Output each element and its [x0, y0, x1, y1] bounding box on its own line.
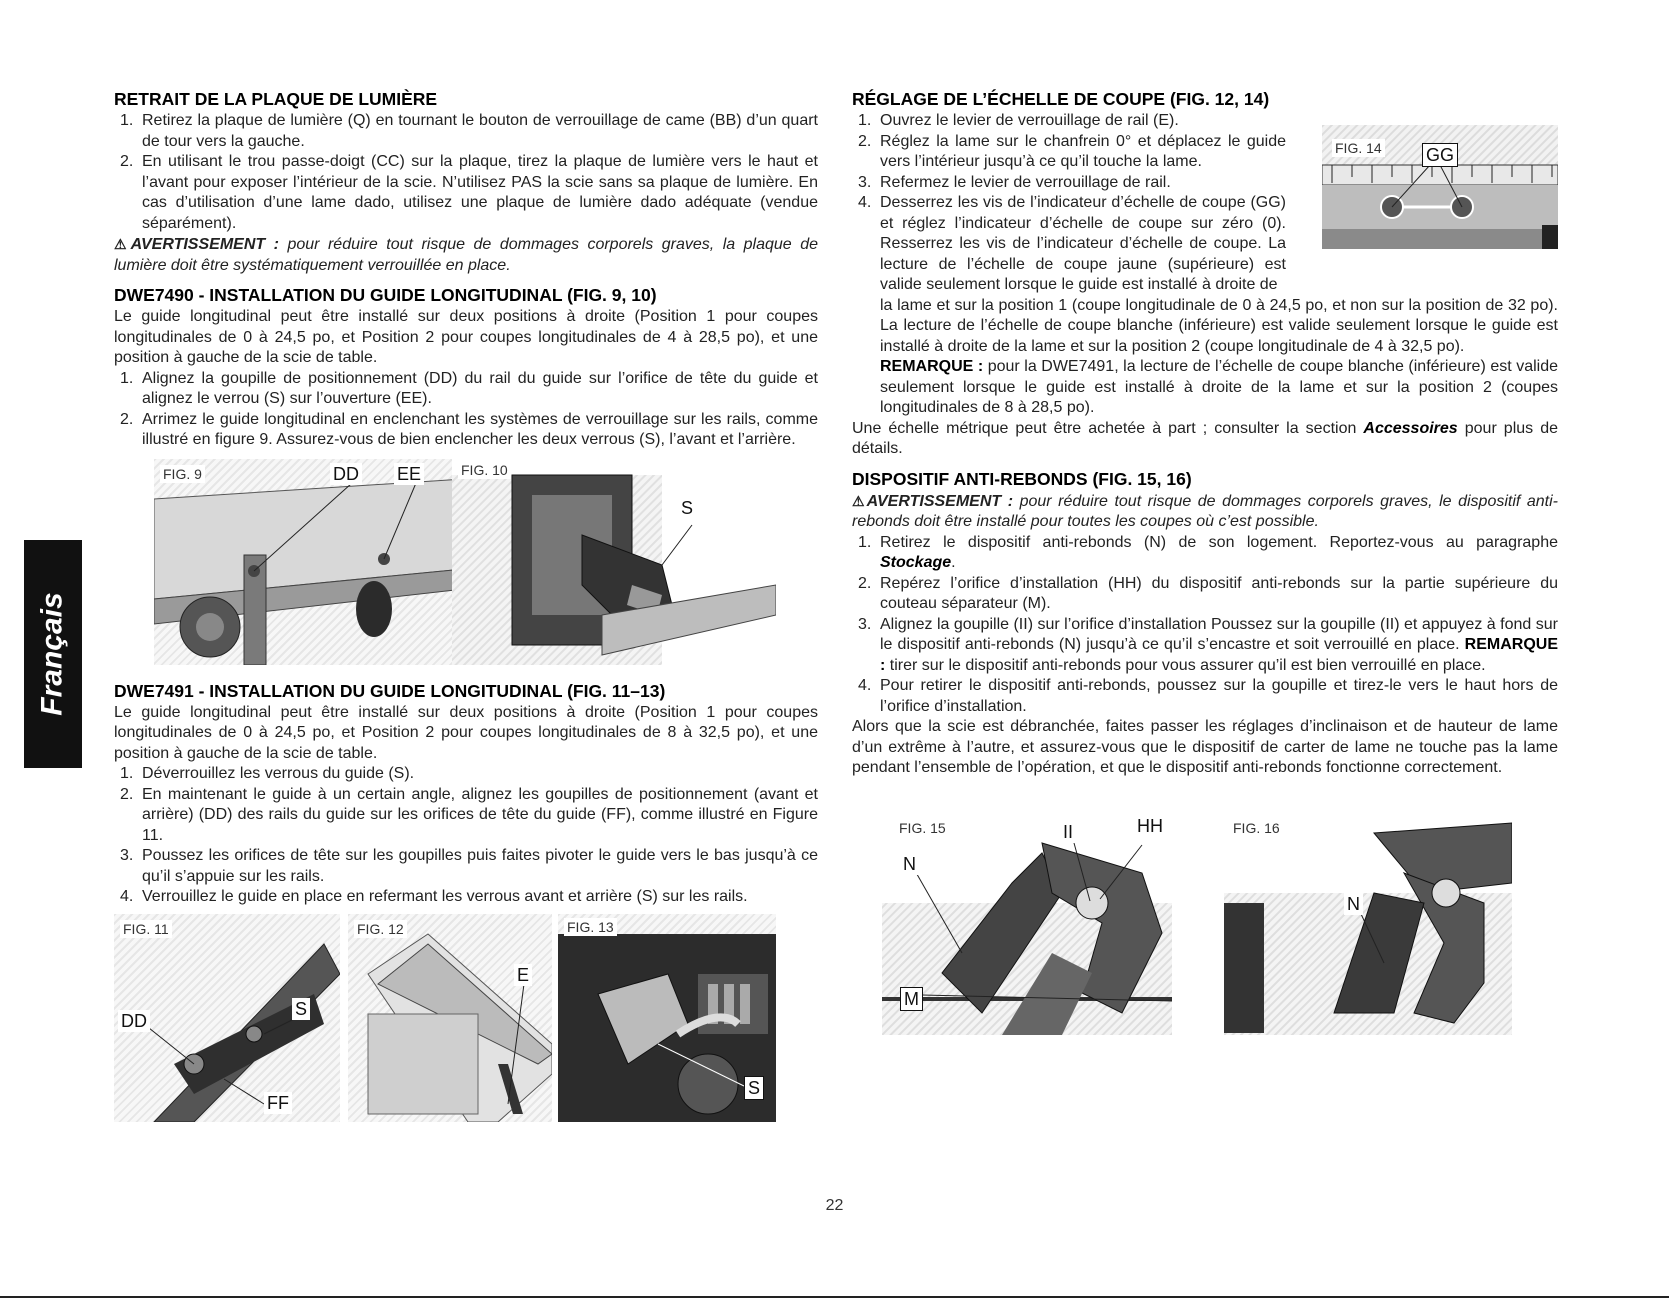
- language-tab-label: Français: [36, 592, 69, 716]
- anti-kickback-installed-illustration: [1224, 813, 1512, 1035]
- callout-gg: GG: [1422, 143, 1458, 167]
- intro-paragraph: Le guide longitudinal peut être installé sur deux positions à droite (Position 1 pour coupes longitudinales de 0 à 24,5 po, et Position 2 pour coupes longitudinales de 4 à 28,5 po), et une position à gauche de la scie de table.: [114, 308, 818, 366]
- step-list: [114, 111, 818, 234]
- figure-label: FIG. 12: [354, 920, 407, 938]
- figure-row-11-13: [114, 914, 818, 1124]
- warning-text: pour réduire tout risque de dommages corporels graves, la plaque de lumière doit être systématiquement verrouillée en place.: [114, 236, 818, 274]
- section-title: DWE7491 - INSTALLATION DU GUIDE LONGITUDINAL (FIG. 11–13): [114, 680, 666, 701]
- step-number: 1.: [120, 369, 134, 387]
- step-text: Desserrez les vis de l’indicateur d’échelle de coupe (GG) et réglez l’indicateur d’échelle de coupe sur zéro (0). Resserrez les vis de l’indicateur d’échelle de coupe. La lecture de l’échelle de coupe jaune (supérieure) est valide seulement lorsque le guide est installé à droite de: [880, 194, 1286, 293]
- figure-9: [154, 459, 464, 665]
- remark-paragraph: [852, 357, 1558, 419]
- remark-text: pour la DWE7491, la lecture de l’échelle de coupe blanche (inférieure) est valide seulement lorsque le guide est installé à droite de la lame et sur la position 2 (coupes longitudinales de 8 à 28,5 po).: [880, 358, 1558, 416]
- step-number: 2.: [120, 785, 134, 803]
- scale-section-body: [852, 111, 1558, 460]
- callout-ee: EE: [394, 463, 424, 485]
- remark-label: REMARQUE :: [880, 358, 984, 375]
- list-item: [114, 111, 818, 152]
- figure-11: [114, 914, 340, 1122]
- list-item: [114, 785, 818, 847]
- list-item: [114, 410, 818, 451]
- rail-lever-illustration: [348, 914, 552, 1122]
- list-item: [852, 111, 1286, 132]
- list-item: [852, 574, 1558, 615]
- step-number: 1.: [120, 112, 134, 129]
- step-text: Refermez le levier de verrouillage de rail.: [880, 173, 1171, 191]
- section-title: RÉGLAGE DE L’ÉCHELLE DE COUPE (FIG. 12, 14): [852, 89, 1270, 109]
- list-item: [852, 676, 1558, 717]
- step-text-end: .: [951, 554, 956, 571]
- intro-paragraph: Le guide longitudinal peut être installé sur deux positions à droite (Position 1 pour coupes longitudinales de 0 à 24,5 po, et Position 2 pour coupes longitudinales de 8 à 32,5 po), et une position à gauche de la scie de table.: [114, 703, 818, 762]
- warning-text: pour réduire tout risque de dommages corporels graves, le dispositif anti-rebonds doit être installé pour toutes les coupes où c’est possible.: [852, 492, 1558, 530]
- step-text: Alignez la goupille (II) sur l’orifice d’installation Poussez sur la goupille (II) et appuyez à fond sur le dispositif anti-rebonds (N) jusqu’à ce qu’il s’encastre et soit verrouillé en place.: [880, 615, 1558, 653]
- step-number: 4.: [858, 194, 872, 211]
- callout-n: N: [900, 853, 919, 875]
- metric-text: Une échelle métrique peut être achetée à part ; consulter la section: [852, 419, 1364, 437]
- accessories-reference: Accessoires: [1363, 419, 1458, 437]
- metric-paragraph: [852, 419, 1558, 460]
- callout-m: M: [900, 987, 923, 1011]
- step-list: [114, 369, 818, 451]
- callout-n: N: [1344, 893, 1363, 915]
- step-number: 4.: [858, 677, 872, 694]
- step-number: 4.: [120, 888, 134, 905]
- section-title: RETRAIT DE LA PLAQUE DE LUMIÈRE: [114, 89, 438, 109]
- step-text: Retirez le dispositif anti-rebonds (N) de son logement. Reportez-vous au paragraphe: [880, 533, 1558, 551]
- step-text: Réglez la lame sur le chanfrein 0° et déplacez le guide vers l’intérieur jusqu’à ce qu’il touche la lame.: [880, 132, 1286, 170]
- list-item: [852, 193, 1286, 296]
- step-text: En maintenant le guide à un certain angle, alignez les goupilles de positionnement (avant et arrière) (DD) des rails du guide sur les orifices de tête du guide (FF), comme illustré en Figure 11.: [142, 785, 818, 844]
- list-item: [114, 369, 818, 410]
- figure-row-9-10: [114, 455, 818, 670]
- step-number: 1.: [858, 533, 872, 551]
- remark-label: REMARQUE :: [880, 636, 1558, 674]
- step-text: Déverrouillez les verrous du guide (S).: [142, 765, 415, 782]
- callout-dd: DD: [330, 463, 362, 485]
- list-item: [114, 152, 818, 234]
- figure-label: FIG. 14: [1332, 139, 1385, 157]
- warning-icon: ⚠: [114, 236, 131, 252]
- warning-label: AVERTISSEMENT :: [866, 492, 1014, 510]
- step-text: En utilisant le trou passe-doigt (CC) sur la plaque, tirez la plaque de lumière vers le haut et l’avant pour exposer l’intérieur de la scie. N’utilisez PAS la scie sans sa plaque de lumière. En cas d’utilisation d’une lame dado, utilisez une plaque de lumière dado adéquate (vendue séparément).: [142, 153, 818, 232]
- warning-paragraph: [114, 234, 818, 276]
- list-item: [852, 533, 1558, 574]
- fence-lock-illustration: [452, 455, 776, 665]
- outro-paragraph: Alors que la scie est débranchée, faites passer les réglages d’inclinaison et de hauteur de lame d’un extrême à l’autre, et assurez-vous que le dispositif de carter de lame ne touche pas la lame pendant l’ensemble de l’opération, et que le dispositif anti-rebonds fonctionne correctement.: [852, 718, 1558, 776]
- list-item: [852, 173, 1286, 194]
- section-title: DWE7490 - INSTALLATION DU GUIDE LONGITUDINAL (FIG. 9, 10): [114, 285, 657, 305]
- list-item: [114, 764, 818, 785]
- step-text: Ouvrez le levier de verrouillage de rail (E).: [880, 112, 1179, 129]
- callout-ff: FF: [264, 1092, 292, 1114]
- step-text: Alignez la goupille de positionnement (DD) du rail du guide sur l’orifice de tête du guide et alignez le verrou (S) sur l’ouverture (EE).: [142, 369, 818, 407]
- warning-icon: ⚠: [852, 492, 867, 509]
- step-text: Verrouillez le guide en place en refermant les verrous avant et arrière (S) sur les rails.: [142, 888, 748, 905]
- callout-ii: II: [1060, 821, 1076, 843]
- step-text: Repérez l’orifice d’installation (HH) du dispositif anti-rebonds sur la partie supérieure du couteau séparateur (M).: [880, 574, 1558, 612]
- step-continuation: la lame et sur la position 1 (coupe longitudinale de 0 à 24,5 po, et non sur la position de 32 po). La lecture de l’échelle de coupe blanche (inférieure) est valide seulement lorsque le guide est installé à droite de la lame et sur la position 2 (coupe longitudinale de 4 à 32,5 po).: [880, 296, 1558, 355]
- metric-text-end: pour plus de détails.: [852, 419, 1558, 457]
- anti-kickback-install-illustration: [882, 813, 1172, 1035]
- figure-label: FIG. 10: [458, 461, 511, 479]
- callout-e: E: [514, 964, 532, 986]
- step-number: 3.: [858, 173, 872, 191]
- figure-12: [348, 914, 552, 1122]
- step-number: 1.: [120, 765, 134, 782]
- step-text-end: tirer sur le dispositif anti-rebonds pour vous assurer qu’il est bien verrouillé en place.: [885, 656, 1486, 674]
- figure-14: [1322, 125, 1558, 249]
- step-number: 2.: [120, 153, 134, 170]
- list-item: [114, 887, 818, 908]
- step-number: 2.: [858, 132, 872, 150]
- callout-s: S: [678, 497, 696, 519]
- step-list: [852, 111, 1286, 296]
- callout-dd: DD: [118, 1010, 150, 1032]
- figure-15: [882, 813, 1172, 1035]
- storage-reference: Stockage: [880, 554, 952, 571]
- figure-label: FIG. 13: [564, 918, 617, 936]
- figure-label: FIG. 9: [160, 465, 205, 483]
- page-number: 22: [825, 1197, 844, 1214]
- list-item: [114, 846, 818, 887]
- figure-label: FIG. 11: [120, 920, 172, 938]
- step-number: 1.: [858, 112, 872, 129]
- fence-rail-illustration: [154, 459, 464, 665]
- step-text: Pour retirer le dispositif anti-rebonds, poussez sur la goupille et tirez-le vers le haut hors de l’orifice d’installation.: [880, 677, 1558, 715]
- right-column: [852, 88, 1558, 1043]
- step-list: [852, 533, 1558, 718]
- step-number: 2.: [858, 574, 872, 592]
- step-number: 3.: [120, 847, 134, 864]
- step-text: Poussez les orifices de tête sur les goupilles puis faites pivoter le guide vers le bas jusqu’à ce qu’il s’appuie sur les rails.: [142, 847, 818, 885]
- list-item: [852, 615, 1558, 677]
- figure-row-15-16: [852, 813, 1558, 1043]
- figure-label: FIG. 16: [1230, 819, 1283, 837]
- figure-label: FIG. 15: [896, 819, 949, 837]
- left-column: [114, 88, 818, 1124]
- step-list: [114, 764, 818, 908]
- step-number: 3.: [858, 615, 872, 633]
- section-title: DISPOSITIF ANTI-REBONDS (FIG. 15, 16): [852, 468, 1192, 489]
- list-item: [852, 132, 1286, 173]
- figure-13: [558, 914, 776, 1122]
- bottom-rule: [0, 1296, 1669, 1298]
- callout-s: S: [292, 998, 310, 1020]
- language-tab: [24, 540, 82, 768]
- step-text: Arrimez le guide longitudinal en enclenchant les systèmes de verrouillage sur les rails, comme illustré en figure 9. Assurez-vous de bien enclencher les deux verrous (S), l’avant et l’arrière.: [142, 410, 818, 448]
- warning-label: AVERTISSEMENT :: [130, 236, 279, 253]
- figure-16: [1224, 813, 1512, 1035]
- callout-s: S: [744, 1076, 764, 1100]
- step-text: Retirez la plaque de lumière (Q) en tournant le bouton de verrouillage de came (BB) d’un quart de tour vers la gauche.: [142, 112, 818, 150]
- step-number: 2.: [120, 410, 134, 428]
- figure-10: [452, 455, 776, 665]
- warning-paragraph: [852, 491, 1558, 533]
- callout-hh: HH: [1134, 815, 1166, 837]
